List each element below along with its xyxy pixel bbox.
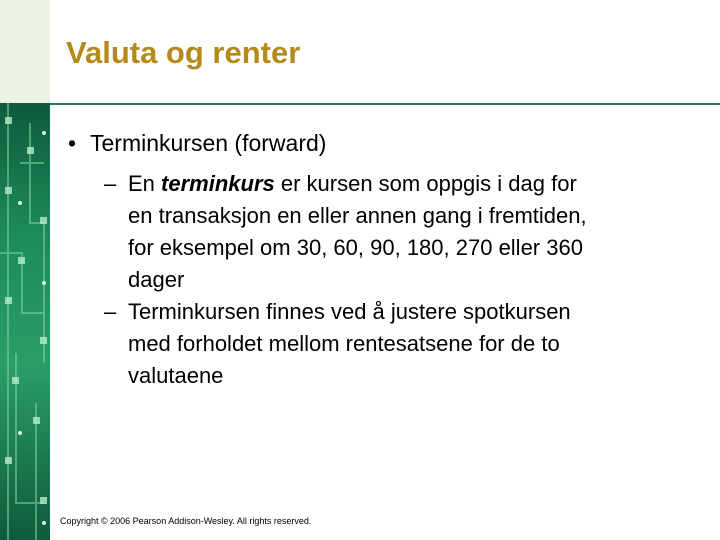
subbullet-text xyxy=(128,296,698,392)
term-emphasis: terminkurs xyxy=(161,171,275,196)
subbullet-line: Terminkursen finnes ved å justere spotkursen xyxy=(128,299,571,324)
bullet-symbol: • xyxy=(68,130,77,156)
subbullet-dash: – xyxy=(104,299,117,324)
copyright-notice: Copyright © 2006 Pearson Addison-Wesley. All rights reserved. xyxy=(60,516,312,526)
bullet-text: Terminkursen (forward) xyxy=(90,130,327,156)
subbullet-line: med forholdet mellom rentesatsene for de to xyxy=(128,331,560,356)
subbullet-line: en transaksjon en eller annen gang i fremtiden, xyxy=(128,203,587,228)
slide-title: Valuta og renter xyxy=(66,35,301,70)
subbullet-dash: – xyxy=(104,171,117,196)
subbullet-line: valutaene xyxy=(128,363,224,388)
subbullet-line xyxy=(128,168,698,200)
subbullet-line: dager xyxy=(128,267,185,292)
text-run: er kursen som oppgis i dag for xyxy=(274,171,577,196)
text-run: En xyxy=(128,171,162,196)
subbullet-line: for eksempel om 30, 60, 90, 180, 270 eller 360 xyxy=(128,235,583,260)
subbullet-text xyxy=(128,168,698,296)
